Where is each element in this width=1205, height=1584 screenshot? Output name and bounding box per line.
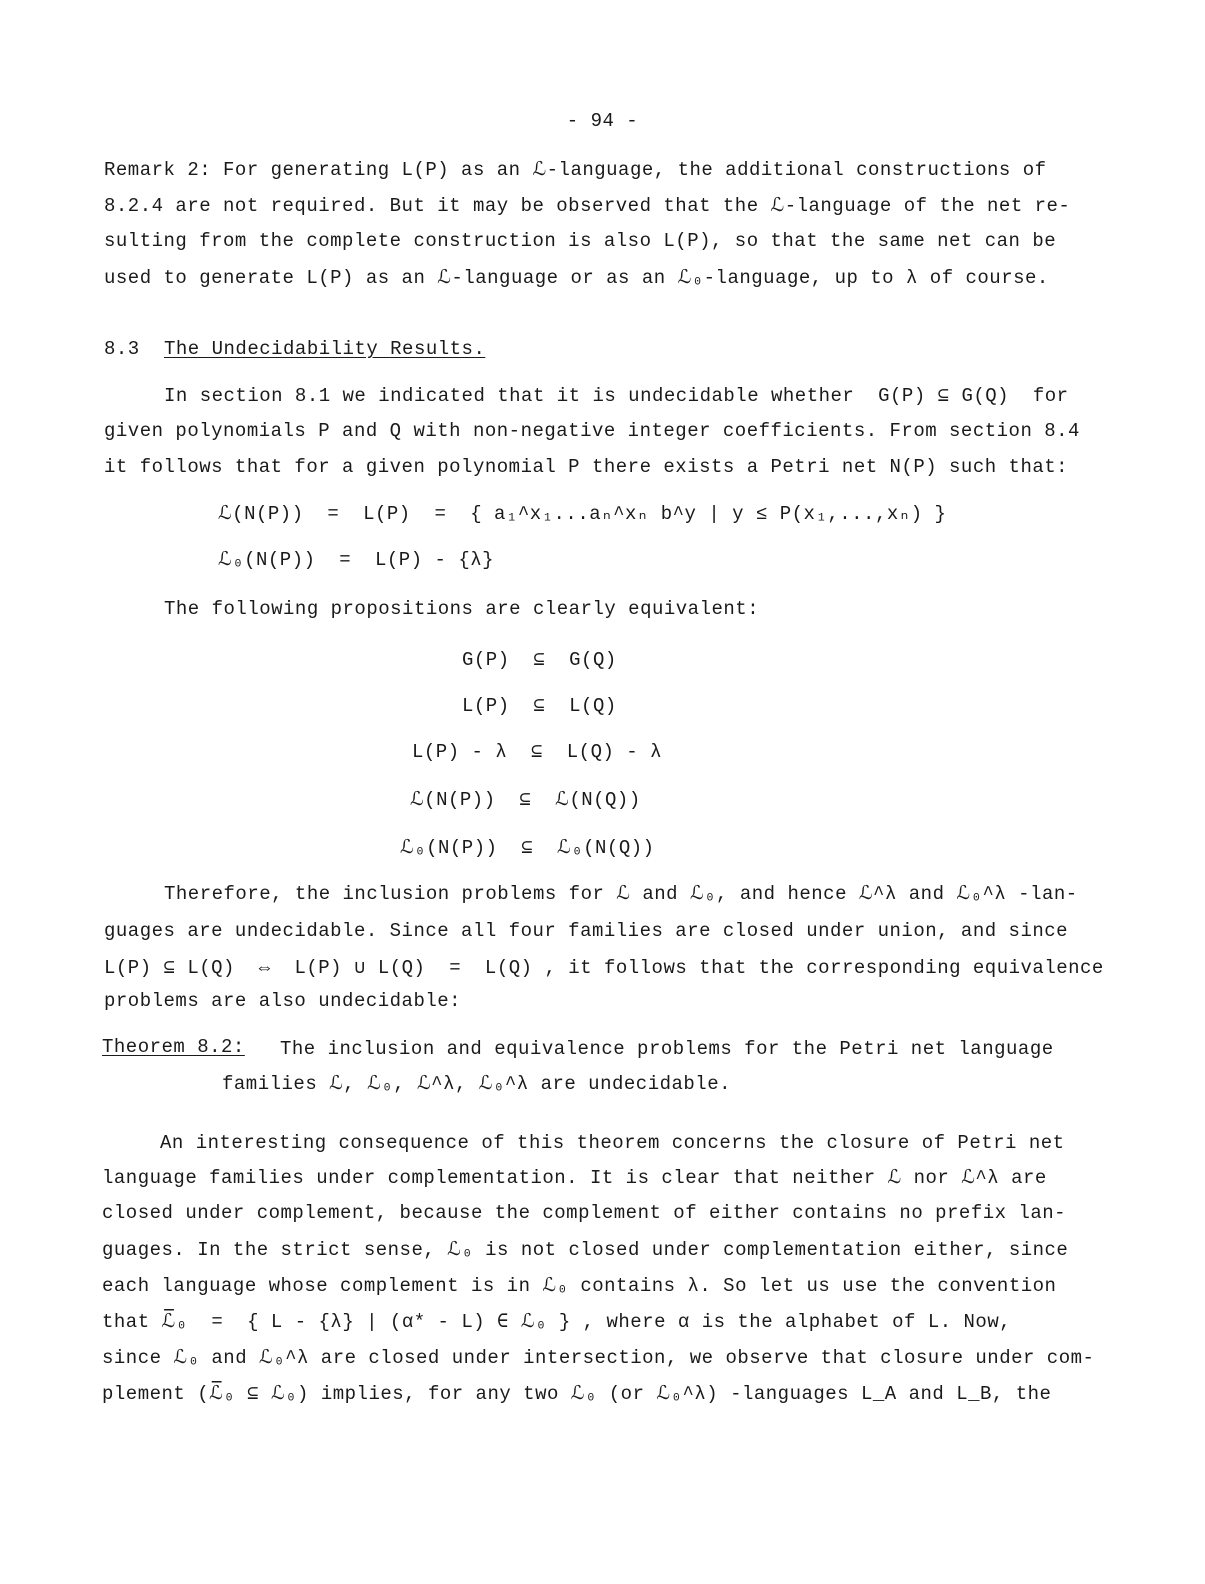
theorem-label: Theorem 8.2: bbox=[102, 1036, 245, 1058]
theorem-line-1: The inclusion and equivalence problems for the Petri net language bbox=[280, 1038, 1054, 1060]
therefore-line-2: guages are undecidable. Since all four families are closed under union, and since bbox=[104, 920, 1069, 942]
closing-line-3: closed under complement, because the complement of either contains no prefix lan- bbox=[102, 1202, 1067, 1224]
theorem-line-2: families ℒ, ℒ₀, ℒ^λ, ℒ₀^λ are undecidable. bbox=[222, 1073, 732, 1095]
proposition-3: L(P) - λ ⊆ L(Q) - λ bbox=[412, 741, 662, 763]
proposition-1: G(P) ⊆ G(Q) bbox=[462, 649, 617, 671]
closing-line-2: language families under complementation. It is clear that neither ℒ nor ℒ^λ are bbox=[102, 1167, 1047, 1189]
closing-line-6: that ℒ̅₀ = { L - {λ} | (α* - L) ∈ ℒ₀ } , where α is the alphabet of L. Now, bbox=[102, 1311, 1012, 1333]
closing-line-5: each language whose complement is in ℒ₀ contains λ. So let us use the convention bbox=[102, 1275, 1057, 1297]
closing-line-7: since ℒ₀ and ℒ₀^λ are closed under intersection, we observe that closure under com- bbox=[102, 1347, 1095, 1369]
intro-line-1: In section 8.1 we indicated that it is undecidable whether G(P) ⊆ G(Q) for bbox=[164, 385, 1069, 407]
closing-line-1: An interesting consequence of this theorem concerns the closure of Petri net bbox=[160, 1132, 1065, 1154]
intro-line-2: given polynomials P and Q with non-negative integer coefficients. From section 8.4 bbox=[104, 420, 1080, 442]
proposition-5: ℒ₀(N(P)) ⊆ ℒ₀(N(Q)) bbox=[400, 837, 655, 859]
closing-line-8: plement (ℒ̅₀ ⊆ ℒ₀) implies, for any two ℒ₀ (or ℒ₀^λ) -languages L_A and L_B, the bbox=[102, 1383, 1052, 1405]
therefore-line-3: L(P) ⊆ L(Q) ⇔ L(P) ∪ L(Q) = L(Q) , it follows that the corresponding equivalence bbox=[104, 957, 1104, 979]
definition-1: ℒ(N(P)) = L(P) = { a₁^x₁...aₙ^xₙ b^y | y ≤ P(x₁,...,xₙ) } bbox=[218, 503, 947, 525]
intro-line-3: it follows that for a given polynomial P there exists a Petri net N(P) such that: bbox=[104, 456, 1069, 478]
section-number: 8.3 bbox=[104, 338, 140, 360]
page-number: - 94 - bbox=[566, 110, 639, 132]
proposition-4: ℒ(N(P)) ⊆ ℒ(N(Q)) bbox=[410, 789, 641, 811]
closing-line-4: guages. In the strict sense, ℒ₀ is not closed under complementation either, since bbox=[102, 1239, 1069, 1261]
remark-line-3: sulting from the complete construction is also L(P), so that the same net can be bbox=[104, 230, 1057, 252]
remark-line-4: used to generate L(P) as an ℒ-language or as an ℒ₀-language, up to λ of course. bbox=[104, 267, 1049, 289]
propositions-intro: The following propositions are clearly equivalent: bbox=[164, 598, 760, 620]
section-title: The Undecidability Results. bbox=[164, 338, 486, 360]
therefore-line-4: problems are also undecidable: bbox=[104, 990, 462, 1012]
remark-line-2: 8.2.4 are not required. But it may be observed that the ℒ-language of the net re- bbox=[104, 195, 1071, 217]
remark-line-1: Remark 2: For generating L(P) as an ℒ-language, the additional constructions of bbox=[104, 159, 1047, 181]
proposition-2: L(P) ⊆ L(Q) bbox=[462, 695, 617, 717]
definition-2: ℒ₀(N(P)) = L(P) - {λ} bbox=[218, 549, 495, 571]
therefore-line-1: Therefore, the inclusion problems for ℒ and ℒ₀, and hence ℒ^λ and ℒ₀^λ -lan- bbox=[164, 883, 1078, 905]
